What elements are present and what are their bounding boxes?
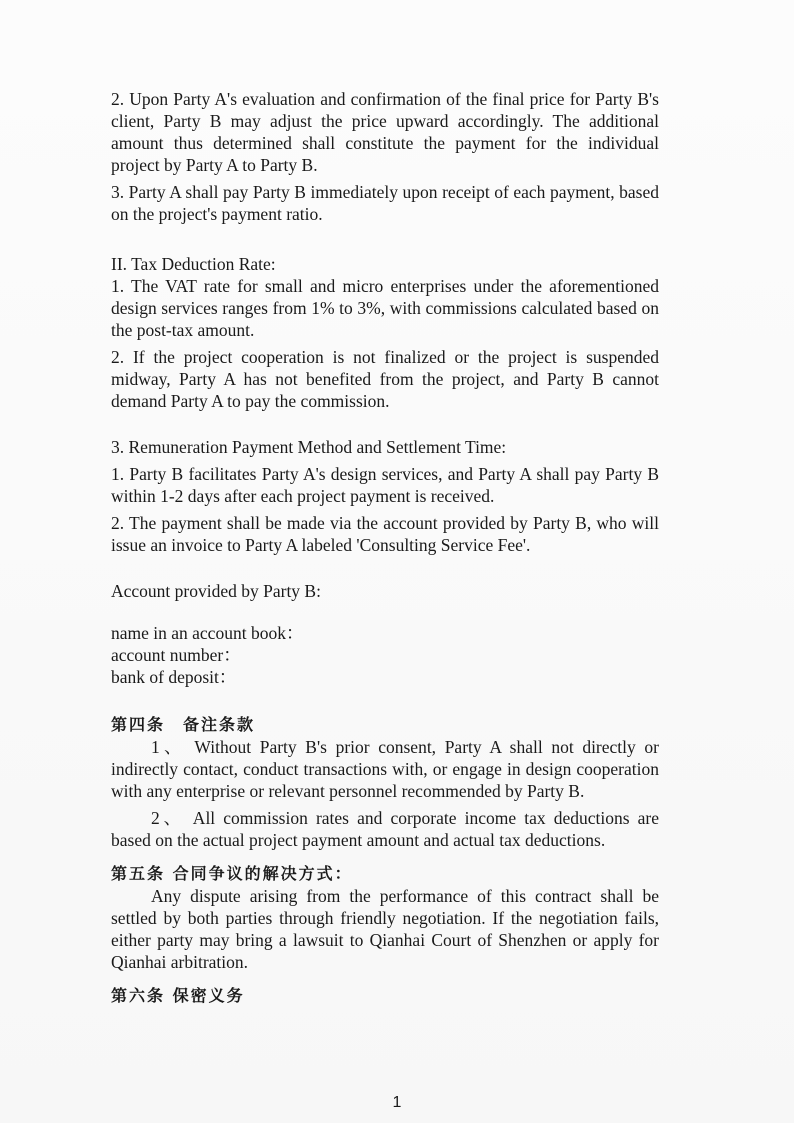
section-title-tax: II. Tax Deduction Rate:	[111, 254, 276, 274]
paragraph-vat-rate: 1. The VAT rate for small and micro enterprises under the aforementioned design services ranges from 1% to 3%, with commissions calculated based on the post-tax amount.	[111, 276, 659, 340]
article-6-title: 第六条 保密义务	[111, 986, 245, 1005]
paragraph-payment-ratio: 3. Party A shall pay Party B immediately upon receipt of each payment, based on the project's payment ratio.	[111, 182, 659, 224]
document-body	[111, 88, 659, 1007]
page-number: 1	[392, 1094, 402, 1111]
paragraph-commission-condition: 2. If the project cooperation is not finalized or the project is suspended midway, Party A has not benefited from the project, and Party B cannot demand Party A to pay the commission.	[111, 347, 659, 411]
account-name-label: name in an account book：	[111, 623, 304, 643]
paragraph-price-adjustment: 2. Upon Party A's evaluation and confirmation of the final price for Party B's client, Party B may adjust the price upward accordingly. The additional amount thus determined shall constitute the payment for the individual project by Party A to Party B.	[111, 89, 659, 175]
paragraph-payment-account: 2. The payment shall be made via the account provided by Party B, who will issue an invoice to Party A labeled 'Consulting Service Fee'.	[111, 513, 659, 555]
article-4-item-2: 2、 All commission rates and corporate income tax deductions are based on the actual project payment amount and actual tax deductions.	[111, 808, 659, 850]
bank-of-deposit-label: bank of deposit：	[111, 667, 237, 687]
article-5-text: Any dispute arising from the performance of this contract shall be settled by both parties through friendly negotiation. If the negotiation fails, either party may bring a lawsuit to Qianhai Court of Shenzhen or apply for Qianhai arbitration.	[111, 886, 659, 972]
article-4-item-1: 1、 Without Party B's prior consent, Party A shall not directly or indirectly contact, conduct transactions with, or engage in design cooperation with any enterprise or relevant personnel recommended by Party B.	[111, 737, 659, 801]
account-number-label: account number：	[111, 645, 241, 665]
section-title-remuneration: 3. Remuneration Payment Method and Settlement Time:	[111, 437, 507, 457]
article-5-title: 第五条 合同争议的解决方式：	[111, 864, 353, 883]
account-intro: Account provided by Party B:	[111, 581, 321, 601]
article-4-title: 第四条 备注条款	[111, 715, 256, 734]
paragraph-settlement-time: 1. Party B facilitates Party A's design services, and Party A shall pay Party B within 1-2 days after each project payment is received.	[111, 464, 659, 506]
